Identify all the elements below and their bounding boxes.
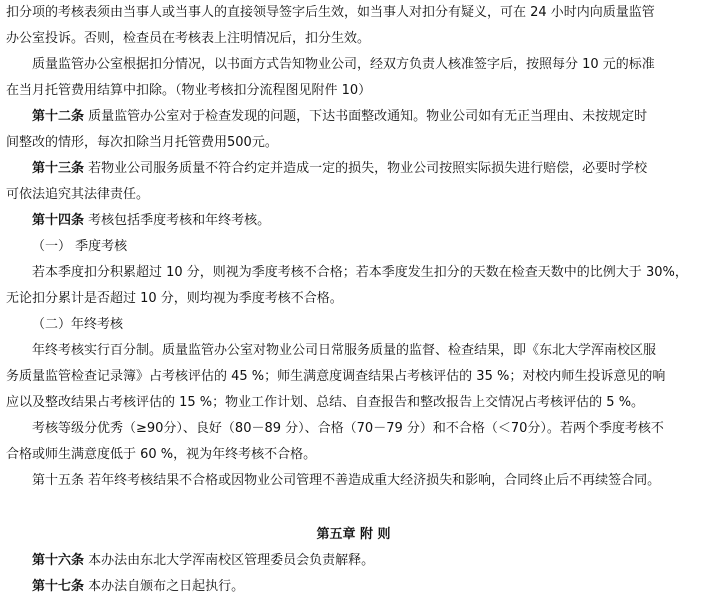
- article-text: 考核包括季度考核和年终考核。: [84, 213, 271, 228]
- text-line: 合格或师生满意度低于 60 %，视为年终考核不合格。: [6, 447, 317, 462]
- text-line: 考核等级分优秀（≥90分）、良好（80－89 分）、合格（70－79 分）和不合格（＜70分）。若两个季度考核不: [32, 421, 664, 436]
- article-text: 本办法由东北大学浑南校区管理委员会负责解释。: [84, 553, 375, 568]
- article-17: [32, 574, 707, 600]
- text-line: 应以及整改结果占考核评估的 15 %；物业工作计划、总结、自查报告和整改报告上交情况占考核评估的 5 %。: [6, 395, 645, 410]
- article-text: 质量监管办公室对于检查发现的问题，下达书面整改通知。物业公司如有无正当理由、未按规定时: [84, 109, 648, 124]
- article-label: 第十四条: [32, 213, 85, 228]
- text-line: 扣分项的考核表须由当事人或当事人的直接领导签字后生效，如当事人对扣分有疑义，可在 24 小时内向质量监管: [6, 5, 655, 20]
- chapter-heading: 第五章 附 则: [316, 527, 391, 542]
- text-line: 间整改的情形，每次扣除当月托管费用500元。: [6, 135, 278, 150]
- text-line: 无论扣分累计是否超过 10 分，则均视为季度考核不合格。: [6, 291, 343, 306]
- text-line: 办公室投诉。否则，检查员在考核表上注明情况后，扣分生效。: [6, 31, 371, 46]
- subsection-heading: （一） 季度考核: [32, 239, 128, 254]
- text-line: 可依法追究其法律责任。: [6, 187, 150, 202]
- text-line: 年终考核实行百分制。质量监管办公室对物业公司日常服务质量的监督、检查结果，即《东北大学浑南校区服: [32, 343, 657, 358]
- text-line: 若本季度扣分积累超过 10 分，则视为季度考核不合格；若本季度发生扣分的天数在检查天数中的比例大于 30%，: [32, 265, 688, 280]
- text-line: 在当月托管费用结算中扣除。（物业考核扣分流程图见附件 10）: [6, 83, 372, 98]
- article-text: 若物业公司服务质量不符合约定并造成一定的损失，物业公司按照实际损失进行赔偿，必要时学校: [84, 161, 648, 176]
- article-label: 第十三条: [32, 161, 85, 176]
- article-16: [32, 548, 707, 574]
- subsection-heading: （二）年终考核: [32, 317, 124, 332]
- article-label: 第十七条: [32, 579, 85, 594]
- text-line: 质量监管办公室根据扣分情况，以书面方式告知物业公司，经双方负责人核准签字后，按照每分 10 元的标准: [32, 57, 655, 72]
- article-label: 第十二条: [32, 109, 85, 124]
- article-12: [32, 104, 707, 130]
- article-label: 第十六条: [32, 553, 85, 568]
- article-text: 本办法自颁布之日起执行。: [84, 579, 245, 594]
- article-14: [32, 208, 707, 234]
- text-line: 务质量监管检查记录簿》占考核评估的 45 %；师生满意度调查结果占考核评估的 35 %；对校内师生投诉意见的响: [6, 369, 666, 384]
- article-15: 第十五条 若年终考核结果不合格或因物业公司管理不善造成重大经济损失和影响，合同终止后不再续签合同。: [32, 473, 661, 488]
- article-13: [32, 156, 707, 182]
